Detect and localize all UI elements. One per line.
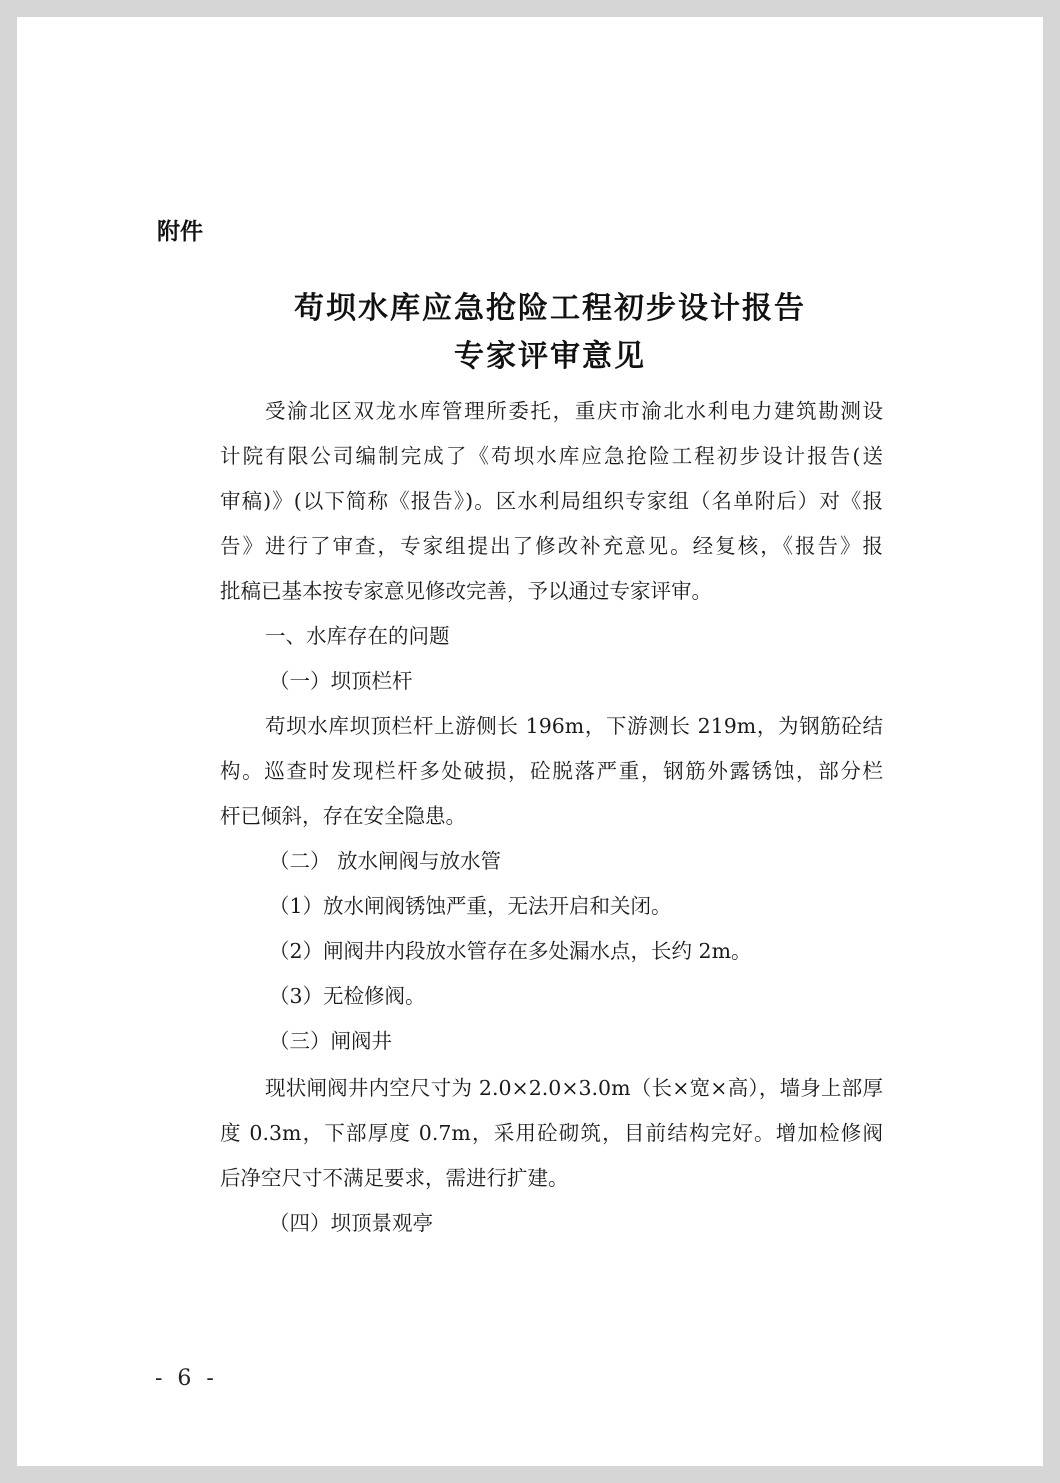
intro-line: 批稿已基本按专家意见修改完善，予以通过专家评审。 (220, 579, 712, 603)
intro-line: 审稿)》(以下简称《报告》)。区水利局组织专家组（名单附后）对《报 (220, 489, 883, 513)
body-line: 杆已倾斜，存在安全隐患。 (220, 804, 466, 828)
body-line: 现状闸阀井内空尺寸为 2.0×2.0×3.0m（长×宽×高），墙身上部厚 (265, 1076, 883, 1100)
body-line: 度 0.3m，下部厚度 0.7m，采用砼砌筑，目前结构完好。增加检修阀 (220, 1121, 883, 1145)
attachment-label: 附件 (157, 219, 203, 245)
title-line-2: 专家评审意见 (454, 339, 646, 374)
intro-line: 受渝北区双龙水库管理所委托，重庆市渝北水利电力建筑勘测设 (265, 399, 883, 423)
document-page (17, 17, 1043, 1466)
intro-line: 告》进行了审查，专家组提出了修改补充意见。经复核，《报告》报 (220, 534, 883, 558)
subsection-heading: （四）坝顶景观亭 (269, 1211, 433, 1235)
list-item: （2）闸阀井内段放水管存在多处漏水点，长约 2m。 (269, 939, 752, 963)
body-line: 构。巡查时发现栏杆多处破损，砼脱落严重，钢筋外露锈蚀，部分栏 (220, 759, 883, 783)
intro-line: 计院有限公司编制完成了《苟坝水库应急抢险工程初步设计报告(送 (220, 444, 883, 468)
page-number: - 6 - (155, 1366, 218, 1391)
list-item: （1）放水闸阀锈蚀严重，无法开启和关闭。 (269, 894, 672, 918)
subsection-heading: （三）闸阀井 (269, 1029, 392, 1053)
list-item: （3）无检修阀。 (269, 984, 426, 1008)
subsection-heading: （二） 放水闸阀与放水管 (269, 849, 502, 873)
section-heading: 一、水库存在的问题 (265, 624, 450, 648)
body-line: 苟坝水库坝顶栏杆上游侧长 196m，下游测长 219m，为钢筋砼结 (265, 714, 883, 738)
title-line-1: 苟坝水库应急抢险工程初步设计报告 (294, 291, 806, 326)
body-line: 后净空尺寸不满足要求，需进行扩建。 (220, 1166, 569, 1190)
subsection-heading: （一）坝顶栏杆 (269, 669, 413, 693)
